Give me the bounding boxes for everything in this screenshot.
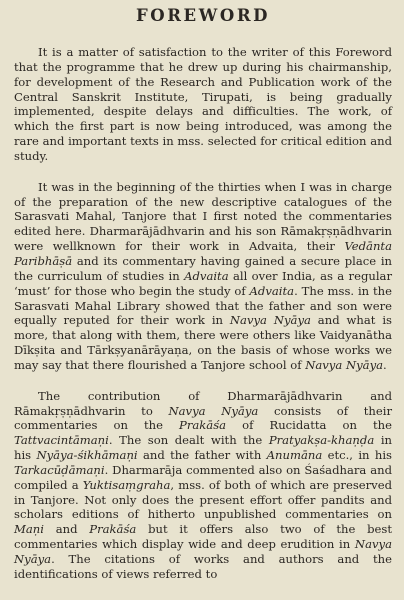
italic-term: Nyāya-śikhāmaṇi <box>36 448 138 463</box>
text-run: It is a matter of satisfaction to the writer of this Foreword that the programme that he drew up during his chairmanship, for development of the Research and Publication work of the Central Sanskrit Institute, Tirupati, is being gradually implemented, despite delays and difficulties. The work, of which the first part is now being introduced, was among the rare and important texts in mss. selected for critical edition and study. <box>14 45 392 163</box>
italic-term: Prakāśa <box>89 522 137 537</box>
italic-term: Prakāśa <box>179 418 227 433</box>
italic-term: Maṇi <box>14 522 44 537</box>
italic-term: Tarkacūḍāmaṇi <box>14 462 105 477</box>
paragraph-2 <box>14 180 392 373</box>
italic-term: Navya Nyāya <box>305 357 384 372</box>
italic-term: Pratyakṣa-khaṇḍa <box>268 433 375 448</box>
text-run: all over India, as a regular ‘must’ for those who begin the study of <box>14 268 393 298</box>
text-run: . The citations of works and authors and the identifications of views referred to <box>14 552 392 581</box>
italic-term: Navya Nyāya <box>168 403 259 418</box>
paragraph-3 <box>14 389 392 582</box>
text-run: . The son dealt with the <box>108 433 269 448</box>
italic-term: Tattvacintāmaṇi <box>14 433 109 448</box>
text-run: . Dharmarāja commented also on Śaśadhara and compiled a <box>14 462 392 492</box>
text-run: , mss. of both of which are preserved in Tanjore. Not only does the present effort offer pandits and scholars editions of hitherto unpublished commentaries on <box>14 477 392 522</box>
text-run: The contribution of Dharmarājādhvarin and Rāmakṛṣṇādhvarin to <box>14 388 392 418</box>
italic-term: Vedānta Paribhāṣā <box>14 239 392 268</box>
text-run: and what is more, that along with them, there were others like Vaidyanātha Dīkṣita and Tārkṣyanārāyaṇa, on the basis of whose works we may say that there flourished a Tanjore school of <box>14 313 393 372</box>
italic-term: Anumāna <box>266 448 323 463</box>
text-run: and <box>43 522 90 537</box>
text-run: It was in the beginning of the thirties when I was in charge of the preparation of the new descriptive catalogues of the Sarasvati Mahal, Tanjore that I first noted the commentaries edited here. Dharmarājādhvarin and his son Rāmakṛṣṇādhvarin were wellknown for their work in Advaita, their <box>14 179 392 254</box>
page-heading: FOREWORD <box>135 6 271 25</box>
italic-term: Advaita <box>184 268 229 283</box>
text-run: and the father with <box>137 448 267 463</box>
paragraph-1 <box>14 45 392 164</box>
italic-term: Yuktisaṃgraha <box>82 477 171 492</box>
text-run: etc., in his <box>322 448 392 463</box>
italic-term: Navya Nyāya <box>229 313 311 328</box>
text-run: and its commentary having gained a secure place in the curriculum of studies in <box>14 253 392 283</box>
italic-term: Advaita <box>249 283 295 298</box>
text-run: consists of their commentaries on the <box>14 403 392 433</box>
text-run: . <box>383 357 387 372</box>
text-run: in his <box>14 433 392 463</box>
text-run: . The mss. in the Sarasvati Mahal Library showed that the father and son were equally reputed for their work in <box>14 283 392 328</box>
text-run: of Rucidatta on the <box>226 418 392 433</box>
italic-term: Navya Nyāya <box>14 537 392 566</box>
text-run: but it offers also two of the best commentaries which display wide and deep erudition in <box>14 522 393 552</box>
